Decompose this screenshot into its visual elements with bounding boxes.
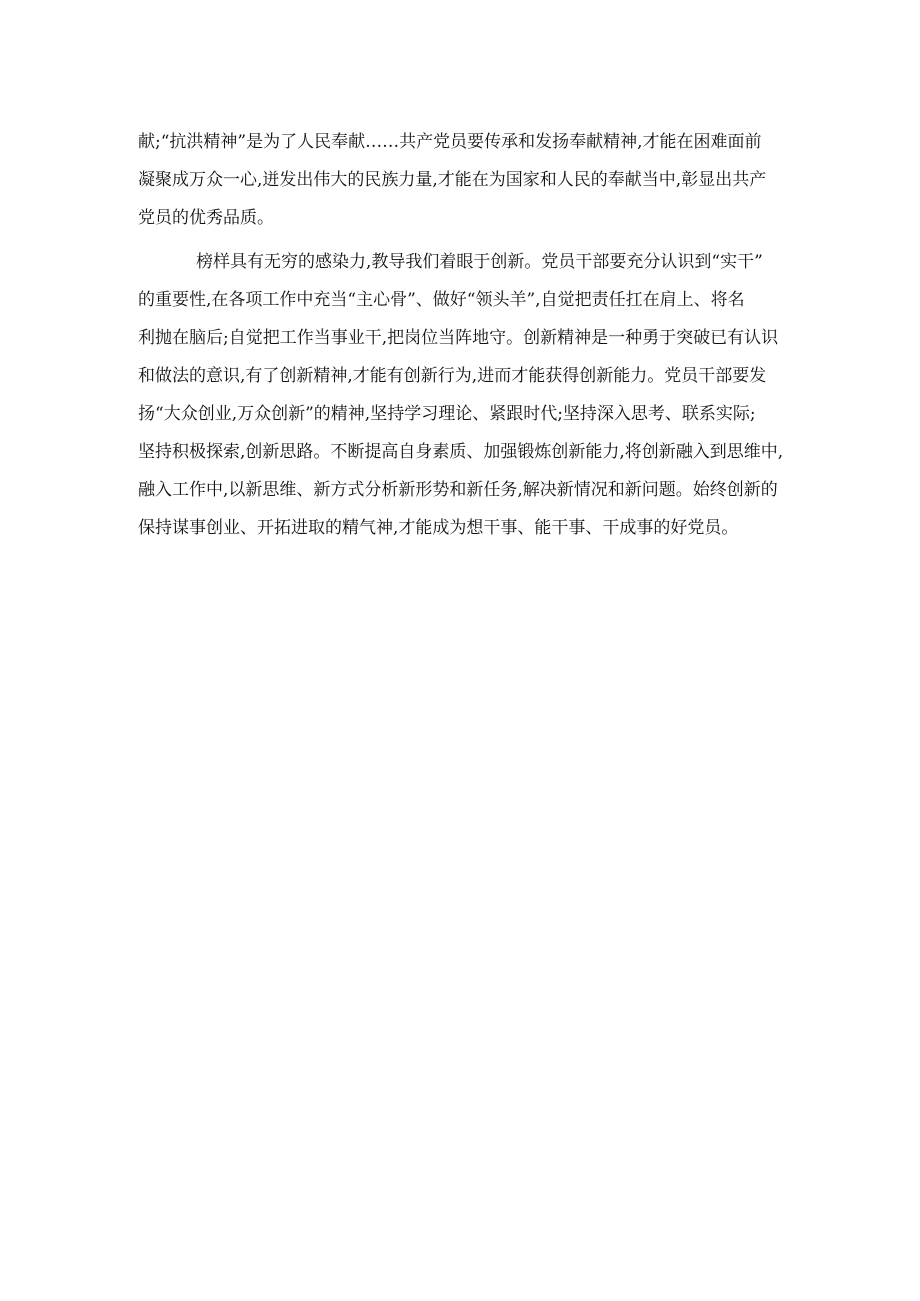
text-line: 榜样具有无穷的感染力,教导我们着眼于创新。党员干部要充分认识到“实干”	[196, 252, 763, 272]
text-line: 献;“抗洪精神”是为了人民奉献……共产党员要传承和发扬奉献精神,才能在困难面前	[138, 132, 762, 152]
text-line: 保持谋事创业、开拓进取的精气神,才能成为想干事、能干事、干成事的好党员。	[138, 518, 739, 538]
text-line: 利抛在脑后;自觉把工作当事业干,把岗位当阵地守。创新精神是一种勇于突破已有认识	[138, 328, 779, 348]
paragraph-1	[138, 123, 798, 237]
text-line: 坚持积极探索,创新思路。不断提高自身素质、加强锻炼创新能力,将创新融入到思维中,	[138, 442, 784, 462]
text-line: 凝聚成万众一心,迸发出伟大的民族力量,才能在为国家和人民的奉献当中,彰显出共产	[138, 170, 767, 190]
text-line: 党员的优秀品质。	[138, 208, 274, 228]
text-line: 扬“大众创业,万众创新”的精神,坚持学习理论、紧跟时代;坚持深入思考、联系实际;	[138, 404, 756, 424]
document-body	[138, 123, 798, 547]
text-line: 融入工作中,以新思维、新方式分析新形势和新任务,解决新情况和新问题。始终创新的	[138, 480, 778, 500]
text-line: 和做法的意识,有了创新精神,才能有创新行为,进而才能获得创新能力。党员干部要发	[138, 366, 767, 386]
paragraph-2	[138, 243, 798, 547]
text-line: 的重要性,在各项工作中充当“主心骨”、做好“领头羊”,自觉把责任扛在肩上、将名	[138, 290, 745, 310]
